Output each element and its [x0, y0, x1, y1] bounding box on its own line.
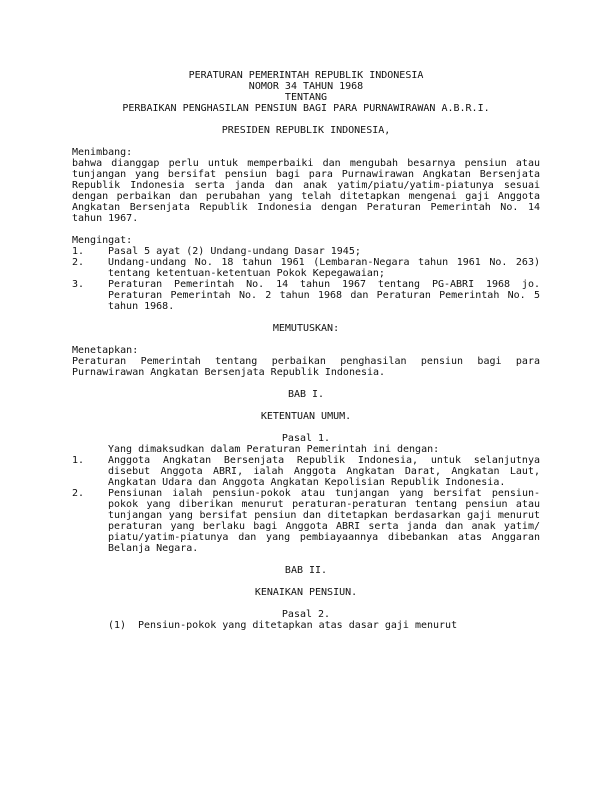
president-heading: PRESIDEN REPUBLIK INDONESIA, — [221, 125, 391, 136]
list-number: (1) — [108, 620, 127, 631]
list-item — [72, 246, 540, 257]
list-number: 2. — [72, 257, 85, 268]
bab1-subtitle: KETENTUAN UMUM. — [260, 411, 352, 422]
bab2-subtitle: KENAIKAN PENSIUN. — [254, 587, 358, 598]
list-item — [72, 455, 540, 488]
regulation-title: PERATURAN PEMERINTAH REPUBLIK INDONESIA — [188, 70, 424, 81]
list-text: Pensiun-pokok yang ditetapkan atas dasar gaji menurut — [138, 620, 458, 631]
menimbang-label: Menimbang: — [72, 147, 133, 158]
list-number: 2. — [72, 488, 85, 499]
list-item — [72, 488, 540, 554]
regulation-number: NOMOR 34 TAHUN 1968 — [248, 81, 364, 92]
list-item — [72, 620, 540, 631]
list-text: Pasal 5 ayat (2) Undang-undang Dasar 1945; — [108, 246, 361, 257]
list-item — [72, 279, 540, 312]
pasal2-heading: Pasal 2. — [281, 609, 331, 620]
menetapkan-text: Peraturan Pemerintah tentang perbaikan penghasilan pensiun bagi para Purnawirawan Angkatan Bersenjata Republik Indonesia. — [72, 356, 540, 378]
document-page — [72, 70, 540, 631]
memutuskan-heading: MEMUTUSKAN: — [272, 323, 340, 334]
list-item — [72, 257, 540, 279]
list-number: 3. — [72, 279, 85, 290]
list-number: 1. — [72, 246, 85, 257]
list-text: Peraturan Pemerintah No. 14 tahun 1967 tentang PG-ABRI 1968 jo. Peraturan Pemerintah No. 2 tahun 1968 dan Peraturan Pemerintah No. 5 tahun 1968. — [108, 279, 540, 312]
bab1-title: BAB I. — [287, 389, 325, 400]
mengingat-label: Mengingat: — [72, 235, 133, 246]
pasal1-intro: Yang dimaksudkan dalam Peraturan Pemerintah ini dengan: — [108, 444, 440, 455]
bab2-title: BAB II. — [284, 565, 328, 576]
list-number: 1. — [72, 455, 85, 466]
regulation-tentang: TENTANG — [284, 92, 328, 103]
list-text: Undang-undang No. 18 tahun 1961 (Lembaran-Negara tahun 1961 No. 263) tentang ketentuan-ketentuan Pokok Kepegawaian; — [108, 257, 540, 279]
pasal1-heading: Pasal 1. — [281, 433, 331, 444]
menimbang-text: bahwa dianggap perlu untuk memperbaiki dan mengubah besarnya pensiun atau tunjangan yang bersifat pensiun bagi para Purnawirawan Angkatan Bersenjata Republik Indonesia serta janda dan anak yatim/piatu/yatim-piatunya sesuai dengan perbaikan dan perubahan yang telah ditetapkan mengenai gaji Anggota Angkatan Bersenjata Republik Indonesia dengan Peraturan Pemerintah No. 14 tahun 1967. — [72, 158, 540, 224]
menetapkan-label: Menetapkan: — [72, 345, 139, 356]
list-text: Anggota Angkatan Bersenjata Republik Indonesia, untuk selanjutnya disebut Anggota ABRI, ialah Anggota Angkatan Darat, Angkatan Laut, Angkatan Udara dan Anggota Angkatan Kepolisian Republik Indonesia. — [108, 455, 540, 488]
list-text: Pensiunan ialah pensiun-pokok atau tunjangan yang bersifat pensiun-pokok yang diberikan menurut peraturan-peraturan tentang pensiun atau tunjangan yang bersifat pensiun dan ditetapkan berdasarkan gaji menurut peraturan yang berlaku bagi Anggota ABRI serta janda dan anak yatim/ piatu/yatim-piatunya dan yang pembiayaannya dibebankan atas Anggaran Belanja Negara. — [108, 488, 540, 554]
regulation-subject: PERBAIKAN PENGHASILAN PENSIUN BAGI PARA PURNAWIRAWAN A.B.R.I. — [122, 103, 490, 114]
